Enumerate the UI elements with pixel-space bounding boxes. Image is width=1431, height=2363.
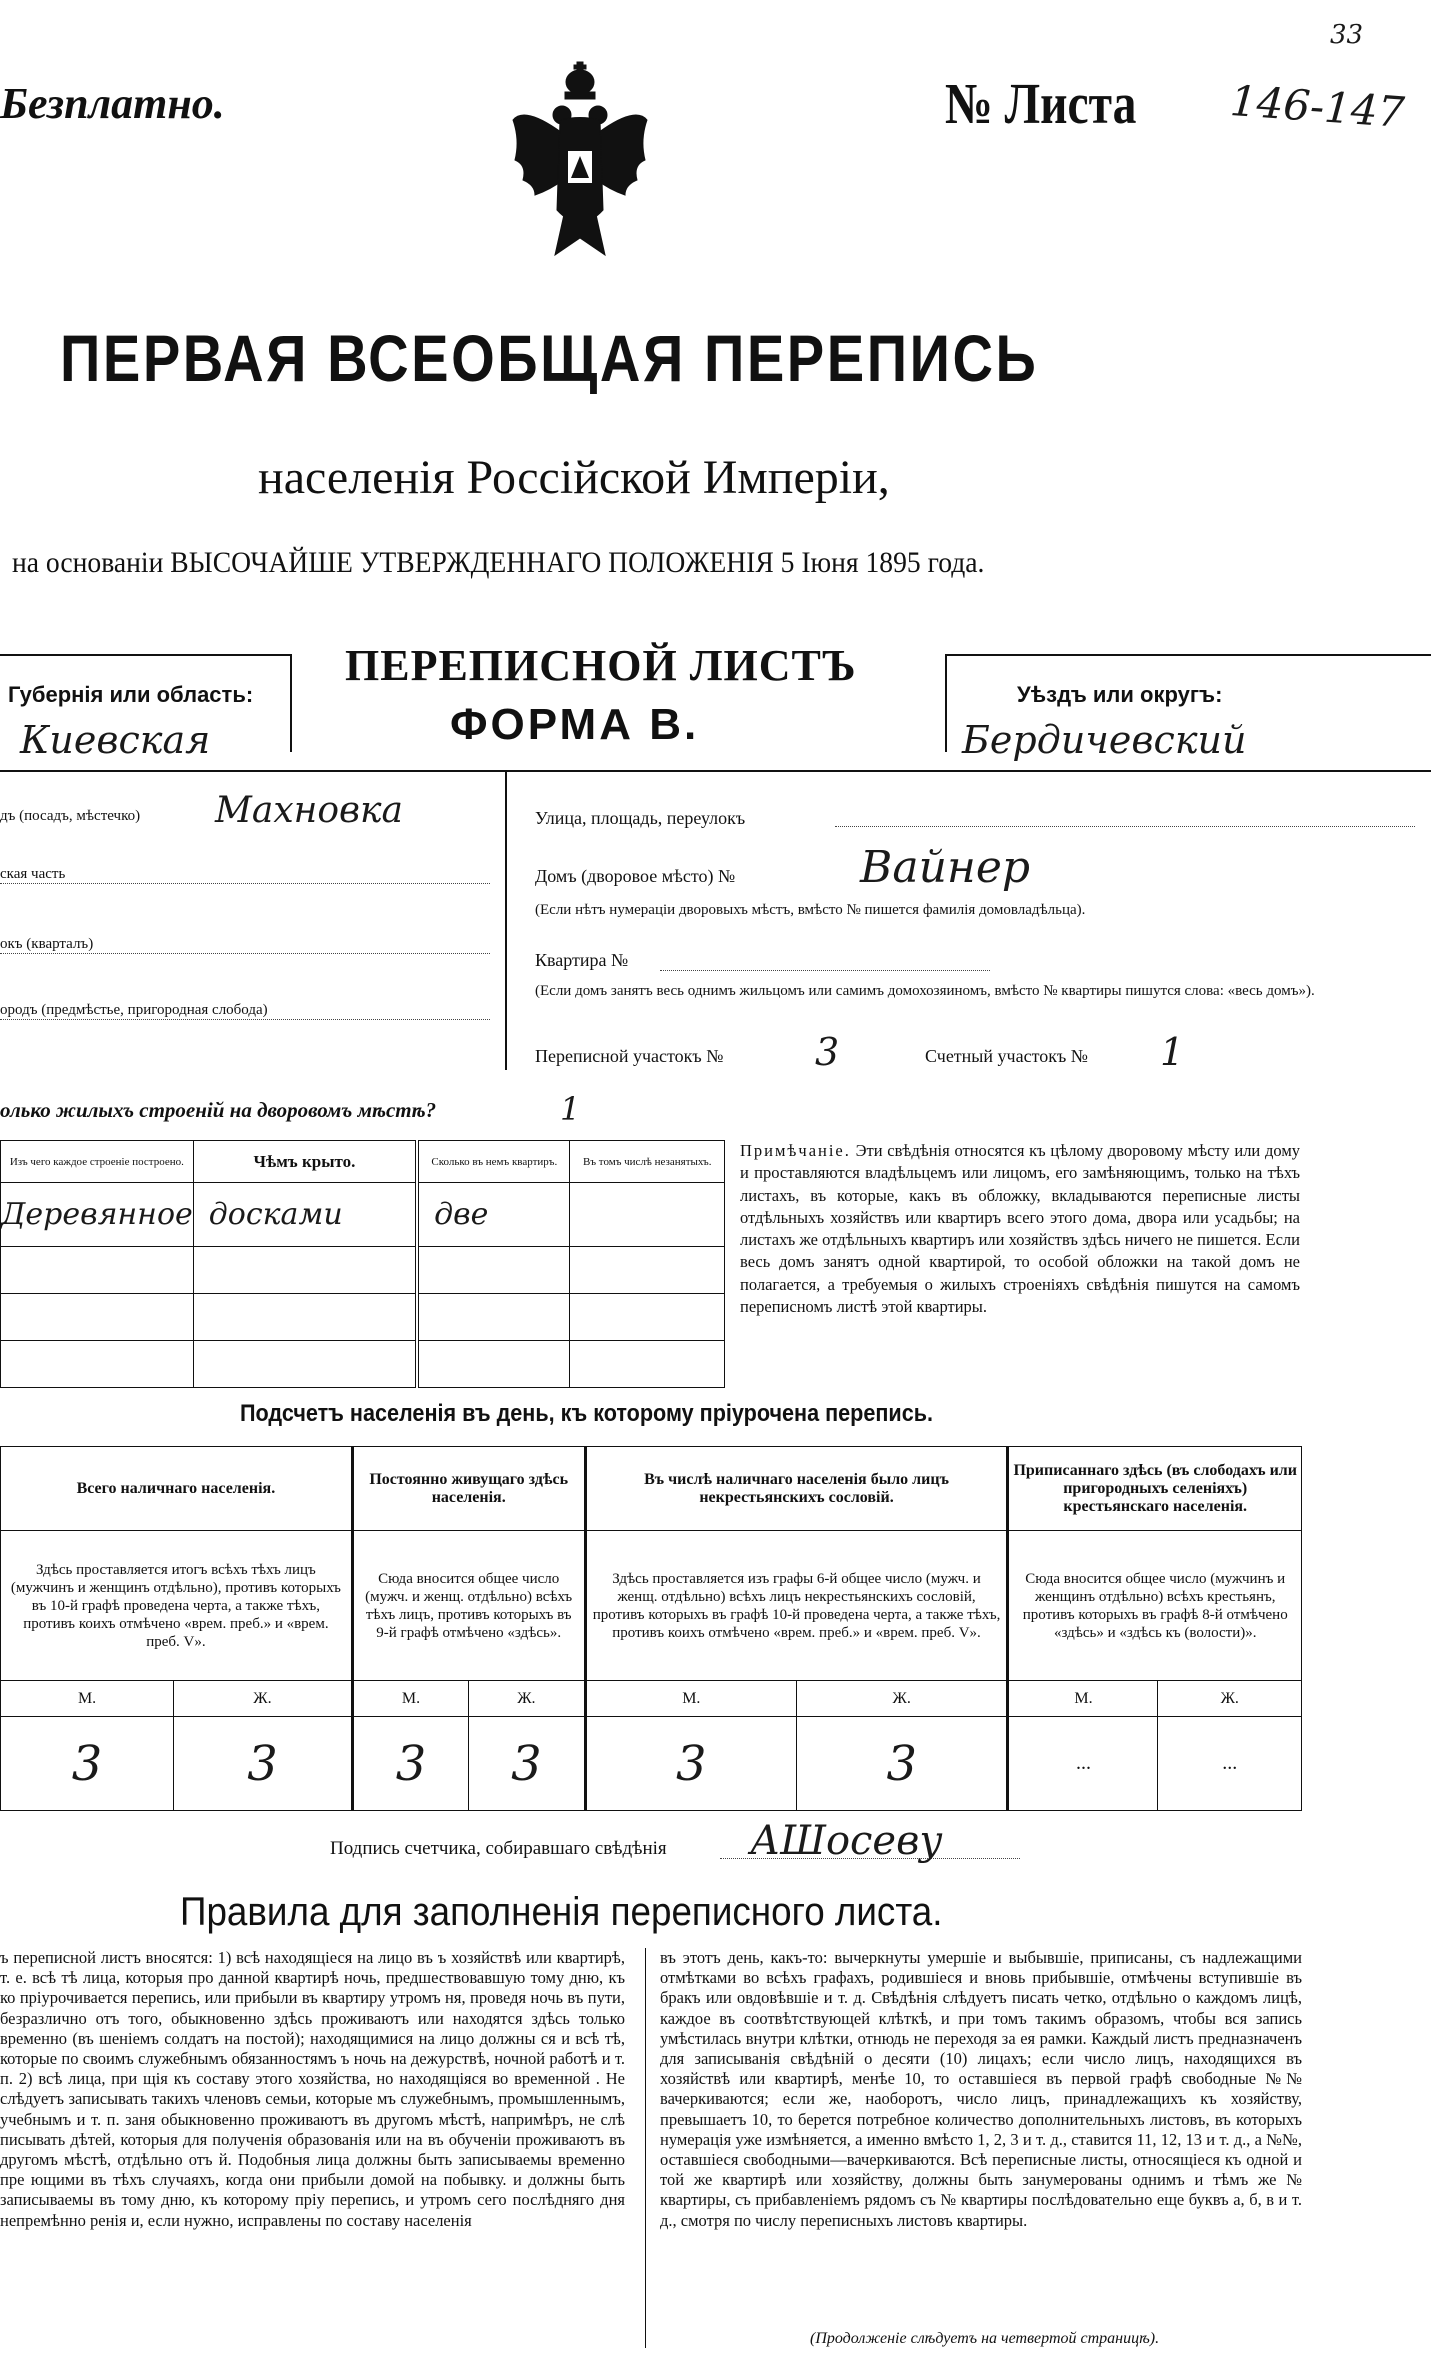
district-box (945, 654, 1431, 762)
count-m-label-2: М. (352, 1681, 468, 1717)
count-f-value-2: 3 (469, 1717, 585, 1811)
town-label: дъ (посадъ, мѣстечко) (0, 808, 141, 824)
district-label: Уѣздъ или округъ: (1017, 682, 1223, 707)
census-area-value: 3 (815, 1030, 840, 1074)
count-f-value-3: 3 (797, 1717, 1008, 1811)
sheet-number-value: 146-147 (1228, 75, 1407, 138)
count-head-2: Постоянно живущаго здѣсь населенія. (352, 1447, 585, 1531)
buildings-cell-material: Деревянное (1, 1183, 194, 1247)
count-head-1: Всего наличнаго населенія. (1, 1447, 353, 1531)
apt-label: Квартира № (535, 950, 629, 970)
census-area-label: Переписной участокъ № (535, 1046, 724, 1066)
rules-right-column: въ этотъ день, какъ-то: вычеркнуты умершіе и выбывшіе, приписаны, съ надлежащими отмѣтками во всѣхъ графахъ, родившіеся и вновь прибывшіе, отмѣчены вступившіе въ бракъ или овдовѣвшіе и т. д. Свѣдѣнія слѣдуетъ писать четко, отдѣльно о каждомъ лицѣ, каждое въ соотвѣтствующей клѣткѣ, и при томъ такимъ образомъ, чтобы вся запись умѣстилась внутри клѣтки, отнюдь не переходя за ея рамки. Каждый листъ предназначенъ для записыванія свѣдѣній о десяти (10) лицахъ; если число лицъ, находящихся въ хозяйствѣ или квартирѣ, менѣе 10, то оставшіеся въ первой графѣ свободные №№ вачеркиваются; если же, наоборотъ, число лицъ, принадлежащихъ къ хозяйству, превышаетъ 10, то берется потребное количество дополнительныхъ листовъ, въ которыхъ нумерація уже измѣняется, а именно вмѣсто 1, 2, 3 и т. д., ставится 11, 12, 13 и т. д., а №№, оставшіеся свободными—вачеркиваются. Всѣ переписные листы, относящіеся къ одной и той же квартирѣ или хозяйству, должны быть занумерованы однимъ и тѣмъ же № квартиры, съ прибавленіемъ рядомъ съ № квартиры послѣдовательно еще буквъ а, б, в и т. д., смотря по числу переписныхъ листовъ квартиры. (660, 1948, 1302, 2230)
town-value: Махновка (215, 790, 403, 831)
form-label: ФОРМА В. (450, 700, 700, 749)
part-label: ская часть (0, 866, 490, 884)
quarter-label: окъ (кварталъ) (0, 936, 490, 954)
count-m-value-1: 3 (1, 1717, 174, 1811)
note (740, 1140, 1300, 1318)
count-f-value-1: 3 (174, 1717, 353, 1811)
count-m-label-1: М. (1, 1681, 174, 1717)
count-desc-2: Сюда вносится общее число (мужч. и женщ. отдѣльно) всѣхъ тѣхъ лицъ, противъ которыхъ въ 9-й графѣ отмѣчено «здѣсь». (352, 1531, 585, 1681)
note-label: Примѣчаніе. (740, 1141, 851, 1160)
buildings-col-roof: Чѣмъ крыто. (193, 1141, 417, 1183)
province-value: Киевская (20, 718, 211, 762)
count-title: Подсчетъ населенія въ день, къ которому пріурочена перепись. (240, 1400, 933, 1427)
buildings-cell-roof: досками (193, 1183, 417, 1247)
suburb-label: ородъ (предмѣстье, пригородная слобода) (0, 1002, 490, 1020)
count-desc-4: Сюда вносится общее число (мужчинъ и женщинъ отдѣльно) всѣхъ крестьянъ, противъ которыхъ въ графѣ 8-й отмѣчено «здѣсь» и «здѣсь къ (волости)». (1008, 1531, 1302, 1681)
count-f-label-1: Ж. (174, 1681, 353, 1717)
rules-footer: (Продолженіе слѣдуетъ на четвертой страницѣ). (810, 2330, 1160, 2347)
count-head-4: Приписаннаго здѣсь (въ слободахъ или пригородныхъ селеніяхъ) крестьянскаго населенія. (1008, 1447, 1302, 1531)
buildings-question: олько жилыхъ строеній на дворовомъ мѣстѣ? (0, 1098, 437, 1122)
census-basis: на основаніи ВЫСОЧАЙШЕ УТВЕРЖДЕННАГО ПОЛОЖЕНІЯ 5 Іюня 1895 года. (12, 546, 985, 579)
street-label: Улица, площадь, переулокъ (535, 808, 746, 828)
count-f-value-4: ... (1158, 1717, 1302, 1811)
count-table (0, 1446, 1302, 1811)
buildings-cell-vacant (570, 1183, 725, 1247)
count-area-label: Счетный участокъ № (925, 1046, 1088, 1066)
rules-title: Правила для заполненія переписного листа. (180, 1890, 943, 1934)
count-desc-3: Здѣсь проставляется изъ графы 6-й общее число (мужч. и женщ. отдѣльно) всѣхъ лицъ некрестьянскихъ сословій, противъ которыхъ въ графѣ 10-й проведена черта, а также тѣхъ, противъ коихъ отмѣчено «врем. преб.» и «врем. преб. V». (585, 1531, 1008, 1681)
house-note: (Если нѣтъ нумераціи дворовыхъ мѣстъ, вмѣсто № пишется фамилія домовладѣльца). (535, 902, 1086, 918)
count-m-value-4: ... (1008, 1717, 1158, 1811)
count-m-label-3: М. (585, 1681, 796, 1717)
buildings-table (0, 1140, 725, 1388)
count-m-label-4: М. (1008, 1681, 1158, 1717)
census-subtitle: населенія Россійской Имперіи, (258, 451, 890, 504)
province-label: Губернія или область: (8, 682, 254, 707)
sheet-number-label: № Листа (945, 71, 1137, 136)
house-value: Вайнер (860, 842, 1031, 893)
buildings-cell-apts: две (417, 1183, 570, 1247)
corner-mark: 33 (1330, 20, 1364, 50)
count-head-3: Въ числѣ наличнаго населенія было лицъ некрестьянскихъ сословій. (585, 1447, 1008, 1531)
province-box (0, 654, 292, 762)
signature-value: АШосеву (750, 1818, 943, 1864)
house-label: Домъ (дворовое мѣсто) № (535, 866, 736, 886)
form-heading: ПЕРЕПИСНОЙ ЛИСТЪ (345, 641, 857, 690)
note-text: Эти свѣдѣнія относятся къ цѣлому дворовому мѣсту или дому и проставляются владѣльцемъ или лицомъ, его замѣняющимъ, только на тѣхъ листахъ, въ которые, какъ въ обложку, вкладываются переписные листы отдѣльныхъ хозяйствъ или квартиръ всего этого дома, двора или усадьбы; на листахъ же отдѣльныхъ квартиръ или хозяйствъ здѣсь ничего не пишется. Если весь домъ занятъ одной квартирой, то особой обложки на такой домъ не полагается, а требуемыя о жилыхъ строеніяхъ свѣдѣнія пишутся на самомъ переписномъ листѣ этой квартиры. (740, 1141, 1301, 1317)
count-area-value: 1 (1160, 1030, 1185, 1074)
coat-of-arms (505, 60, 655, 265)
census-title: ПЕРВАЯ ВСЕОБЩАЯ ПЕРЕПИСЬ (60, 321, 1039, 395)
count-m-value-2: 3 (352, 1717, 468, 1811)
count-f-label-2: Ж. (469, 1681, 585, 1717)
free-label: Безплатно. (0, 79, 225, 128)
buildings-col-apts: Сколько въ немъ квартиръ. (417, 1141, 570, 1183)
count-f-label-3: Ж. (797, 1681, 1008, 1717)
district-value: Бердичевский (962, 718, 1247, 762)
rules-left-column: ъ переписной листъ вносятся: 1) всѣ находящіеся на лицо въ ъ хозяйствѣ или квартирѣ, т. е. всѣ тѣ лица, которыя про данной квартирѣ ночь, предшествовавшую тому дню, къ ко пріурочивается перепись, или прибыли въ квартиру утромъ ня, проведя ночь въ пути, безразлично отъ того, обыкновенно здѣсь проживаютъ или находятся здѣсь только временно (въ шеніемъ солдатъ на постой); находящимися на лицо должны ся и всѣ тѣ, которые по своимъ служебнымъ обязанностямъ ъ ночь на дежурствѣ, ночной работѣ и т. п. 2) всѣ лица, при щія къ составу этого хозяйства, но находящіяся во временной . Не слѣдуетъ записывать такихъ членовъ семьи, которые мъ служебнымъ, промышленнымъ, учебнымъ и т. п. заня обыкновенно проживаютъ въ другомъ мѣстѣ, напримѣръ, не слѣ писывать дѣтей, которыя для полученія образованія или на въ обученіи проживаютъ въ другомъ мѣстѣ, отдѣльно отъ й. Подобныя лица должны быть записываемы временно пре ющими въ тѣхъ случаяхъ, когда они прибыли домой на побывку. и должны быть записываемы въ тому дню, къ которому пріу перепись, и утромъ сего послѣдняго дня непремѣнно ренія и, если нужно, исправлены по составу населенія (0, 1948, 625, 2230)
buildings-col-material: Изъ чего каждое строеніе построено. (1, 1141, 194, 1183)
count-m-value-3: 3 (585, 1717, 796, 1811)
buildings-answer: 1 (560, 1090, 581, 1128)
apt-note: (Если домъ занятъ весь однимъ жильцомъ или самимъ домохозяиномъ, вмѣсто № квартиры пишутся слова: «весь домъ»). (535, 983, 1315, 999)
buildings-col-vacant: Въ томъ числѣ незанятыхъ. (570, 1141, 725, 1183)
count-desc-1: Здѣсь проставляется итогъ всѣхъ тѣхъ лицъ (мужчинъ и женщинъ отдѣльно), противъ которыхъ въ 10-й графѣ проведена черта, а также тѣхъ, противъ коихъ отмѣчено «врем. преб.» и «врем. преб. V». (1, 1531, 353, 1681)
signature-label: Подпись счетчика, собиравшаго свѣдѣнія (330, 1838, 667, 1859)
count-f-label-4: Ж. (1158, 1681, 1302, 1717)
